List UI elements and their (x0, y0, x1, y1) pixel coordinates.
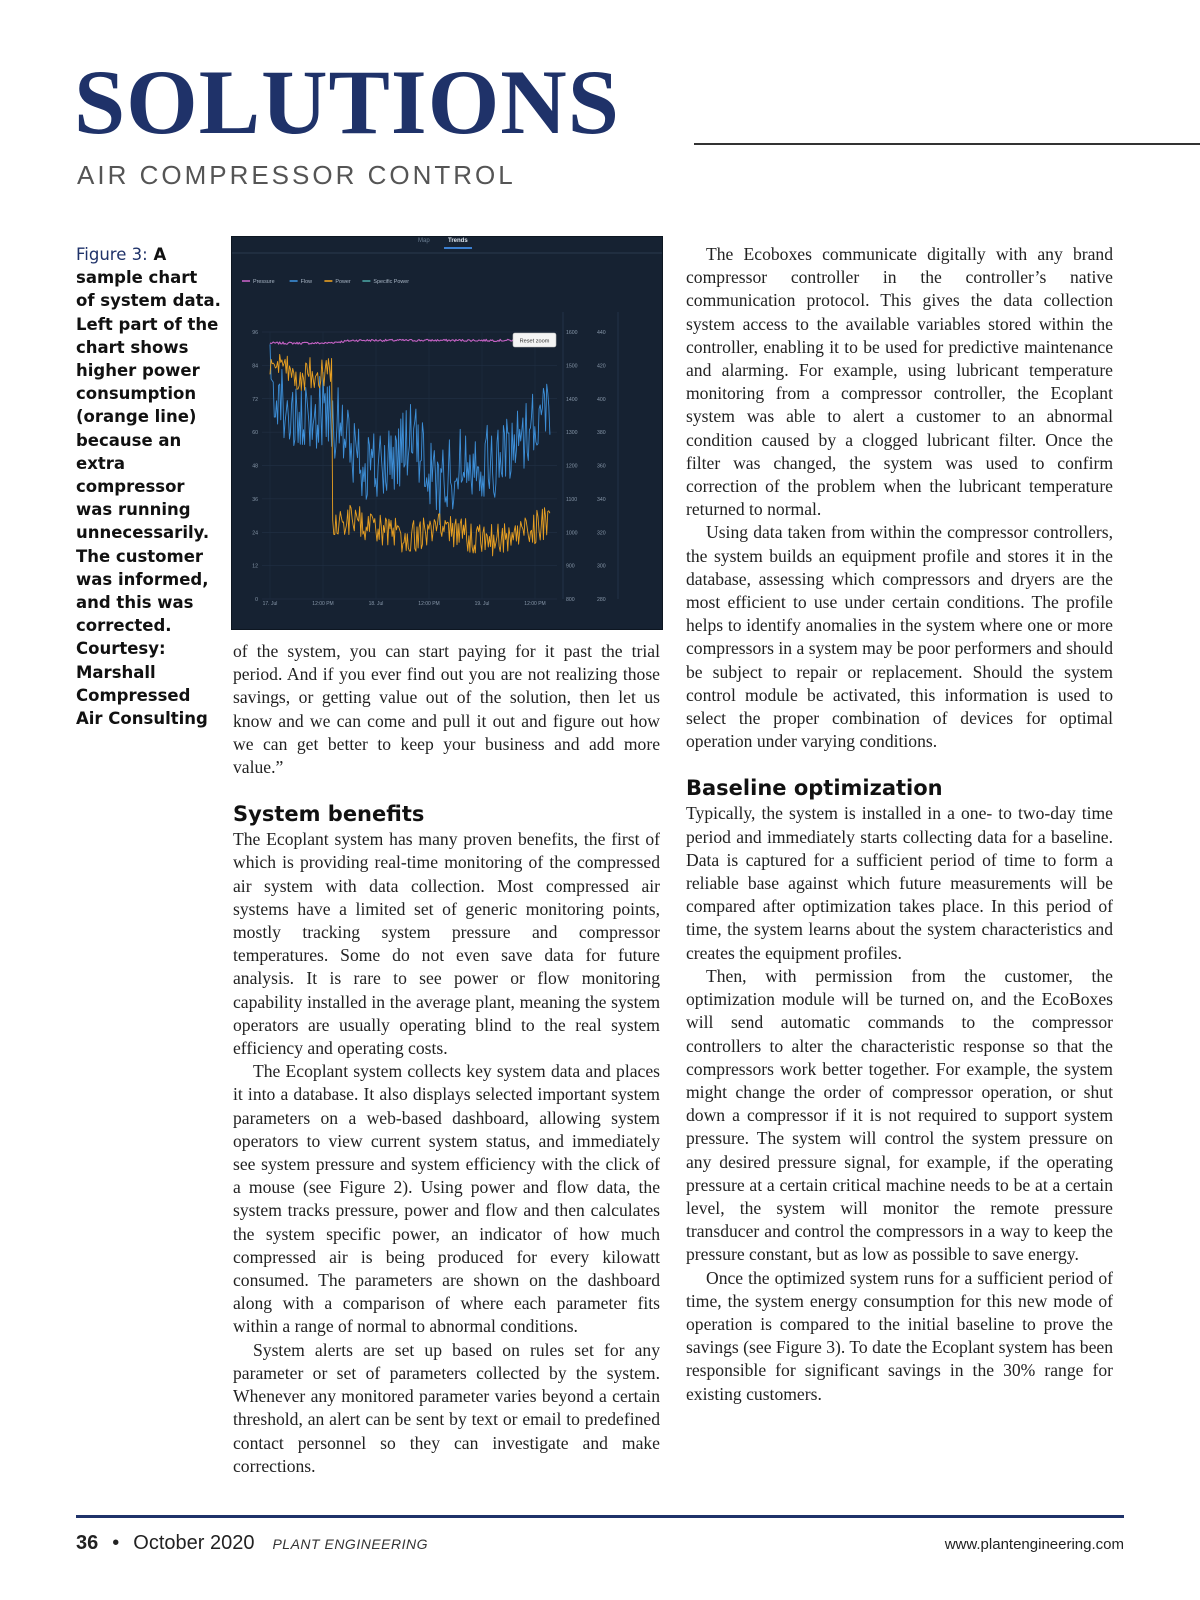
header-rule (694, 143, 1200, 145)
chart-gridlines (262, 332, 557, 599)
flow-axis-tick-label: 1300 (566, 430, 578, 437)
chart-legend (242, 279, 409, 285)
tab-map[interactable]: Map (418, 238, 430, 244)
legend-label: Pressure (253, 279, 275, 285)
issue-date: October 2020 (133, 1532, 255, 1554)
tab-trends-underline (444, 247, 472, 249)
x-axis-tick-label: 17. Jul (262, 601, 278, 607)
footer-bullet: • (112, 1532, 120, 1554)
flow-axis-tick-label: 1500 (566, 363, 578, 370)
paragraph: The Ecoplant system collects key system data and places it into a database. It also displays selected important system parameters on a web-based dashboard, allowing system operators to view current system status, and immediately see system pressure and system efficiency with the click of a mouse (see Figure 2). Using power and flow data, the system tracks pressure, power and flow and then calculates the system specific power, an indicator of how much compressed air is being produced for every kilowatt consumed. The parameters are shown on the dashboard along with a comparison of where each parameter fits within a range of normal to abnormal conditions. (233, 1061, 660, 1337)
pressure-axis-tick-label: 320 (597, 530, 606, 537)
left-axis-tick-label: 72 (252, 396, 258, 403)
pressure-axis-tick-label: 420 (597, 363, 606, 370)
publication-name: PLANT ENGINEERING (272, 1536, 428, 1552)
left-axis-tick-label: 12 (252, 563, 258, 570)
section-subtitle: AIR COMPRESSOR CONTROL (77, 160, 516, 190)
chart-series (270, 339, 550, 556)
figure-caption-text: A sample chart of system data. Left part of the chart shows higher power consumption (orange line) because an extra compressor was running unnecessarily. The customer was informed, and this was corrected. Courtesy: Marshall Compressed Air Consulting (76, 245, 221, 729)
paragraph: Once the optimized system runs for a sufficient period of time, the system energy consumption for this new mode of operation is compared to the initial baseline to prove the savings (see Figure 3). To date the Ecoplant system has been responsible for significant savings in the 30% range for existing customers. (686, 1267, 1113, 1404)
left-axis-tick-label: 84 (252, 363, 258, 370)
left-axis-tick-label: 36 (252, 496, 258, 503)
left-axis-tick-label: 48 (252, 463, 258, 470)
paragraph: Typically, the system is installed in a one- to two-day time period and immediately starts collecting data for a baseline. Data is captured for a sufficient period of time to form a reliable base against which future measurements will be compared after optimization takes place. In this period of time, the system learns about the system characteristics and creates the equipment profiles. (686, 803, 1113, 963)
x-axis-tick-label: 12:00 PM (524, 601, 546, 607)
left-axis-tick-label: 0 (255, 597, 258, 603)
paragraph: Then, with permission from the customer, the optimization module will be turned on, and the EcoBoxes will send automatic commands to the compressor controllers to alter the characteristic response so that the compressors work better together. For example, the system might change the order of compressor operation, or shut down a compressor if it is not required to support system pressure. The system will control the system pressure on any desired pressure signal, for example, if the operating pressure at a certain critical machine needs to be at a certain level, the system will monitor the remote pressure transducer and control the compressors in a way to keep the pressure constant, but as low as possible to save energy. (686, 965, 1113, 1265)
flow-axis-tick-label: 800 (566, 597, 575, 603)
pressure-axis-tick-label: 440 (597, 330, 606, 336)
x-axis-tick-label: 18. Jul (368, 601, 384, 607)
pressure-axis-tick-label: 360 (597, 463, 606, 470)
flow-axis-tick-label: 1400 (566, 396, 578, 403)
pressure-axis-tick-label: 380 (597, 430, 606, 437)
legend-label: Specific Power (373, 279, 410, 285)
x-axis-tick-label: 12:00 PM (418, 601, 440, 607)
flow-axis-tick-label: 1600 (566, 330, 578, 336)
article-column-2 (233, 640, 660, 1478)
flow-axis-tick-label: 900 (566, 563, 575, 570)
pressure-axis-tick-label: 340 (597, 496, 606, 503)
tab-trends[interactable]: Trends (448, 238, 468, 244)
trend-chart (231, 236, 663, 630)
section-title: SOLUTIONS (74, 51, 620, 153)
legend-label: Power (335, 279, 351, 285)
flow-axis-tick-label: 1000 (566, 530, 578, 537)
legend-label: Flow (300, 279, 312, 285)
paragraph-continuation: of the system, you can start paying for it past the trial period. And if you ever find out you are not realizing those savings, or getting value out of the solution, then let us know and we can come and pull it out and figure out how we can get better to keep your business and add more value.” (233, 641, 660, 778)
page-number: 36 (76, 1532, 99, 1554)
left-axis-tick-label: 60 (252, 430, 258, 437)
pressure-axis-tick-label: 400 (597, 396, 606, 403)
figure-label: Figure 3: (76, 245, 148, 264)
left-axis-tick-label: 24 (252, 530, 258, 537)
pressure-axis-tick-label: 300 (597, 563, 606, 570)
series-line-pressure (270, 339, 550, 344)
flow-axis-tick-label: 1200 (566, 463, 578, 470)
x-axis-tick-label: 19. Jul (474, 601, 490, 607)
website-url[interactable]: www.plantengineering.com (944, 1536, 1124, 1553)
series-line-power (270, 354, 550, 555)
paragraph: System alerts are set up based on rules set for any parameter or set of parameters collected by the system. Whenever any monitored parameter varies beyond a certain threshold, an alert can be sent by text or email to predefined contact personnel so they can investigate and make corrections. (233, 1339, 660, 1476)
paragraph: The Ecoplant system has many proven benefits, the first of which is providing real-time monitoring of the compressed air system with data collection. Most compressed air systems have a limited set of generic monitoring points, mostly tracking system pressure and compressor temperatures. Some do not even save data for future analysis. It is rare to see power or flow monitoring capability installed in the average plant, meaning the system operators are usually operating blind to the real system efficiency and operating costs. (233, 829, 660, 1059)
left-axis-tick-label: 96 (252, 330, 258, 336)
heading-system-benefits: System benefits (233, 802, 425, 827)
figure-caption (76, 243, 221, 730)
trend-chart-svg (232, 237, 662, 629)
footer-rule (76, 1515, 1124, 1518)
paragraph: Using data taken from within the compressor controllers, the system builds an equipment profile and stores it in the database, assessing which compressors and dryers are the most efficient to use under certain conditions. The profile helps to identify anomalies in the system where one or more compressors in a system may be poor performers and should be subject to repair or replacement. Should the system control module be activated, this information is used to select the proper combination of devices for optimal operation under varying conditions. (686, 522, 1113, 752)
paragraph: The Ecoboxes communicate digitally with any brand compressor controller in the controller’s native communication protocol. This gives the data collection system access to the available variables stored within the controller, enabling it to be used for predictive maintenance and alarming. For example, using lubricant temperature monitoring from a compressor controller, the Ecoplant system was able to alert a customer to an abnormal condition caused by a clogged lubricant filter. Once the filter was changed, the system was used to confirm correction of the problem when the lubricant temperature returned to normal. (686, 244, 1113, 520)
article-column-3 (686, 243, 1113, 1406)
footer-left (76, 1532, 428, 1555)
svg-text:Reset zoom: Reset zoom (519, 338, 550, 345)
x-axis-tick-label: 12:00 PM (312, 601, 334, 607)
flow-axis-tick-label: 1100 (566, 496, 578, 503)
heading-baseline-optimization: Baseline optimization (686, 776, 943, 801)
pressure-axis-tick-label: 280 (597, 597, 606, 603)
reset-zoom-button[interactable] (513, 333, 556, 347)
